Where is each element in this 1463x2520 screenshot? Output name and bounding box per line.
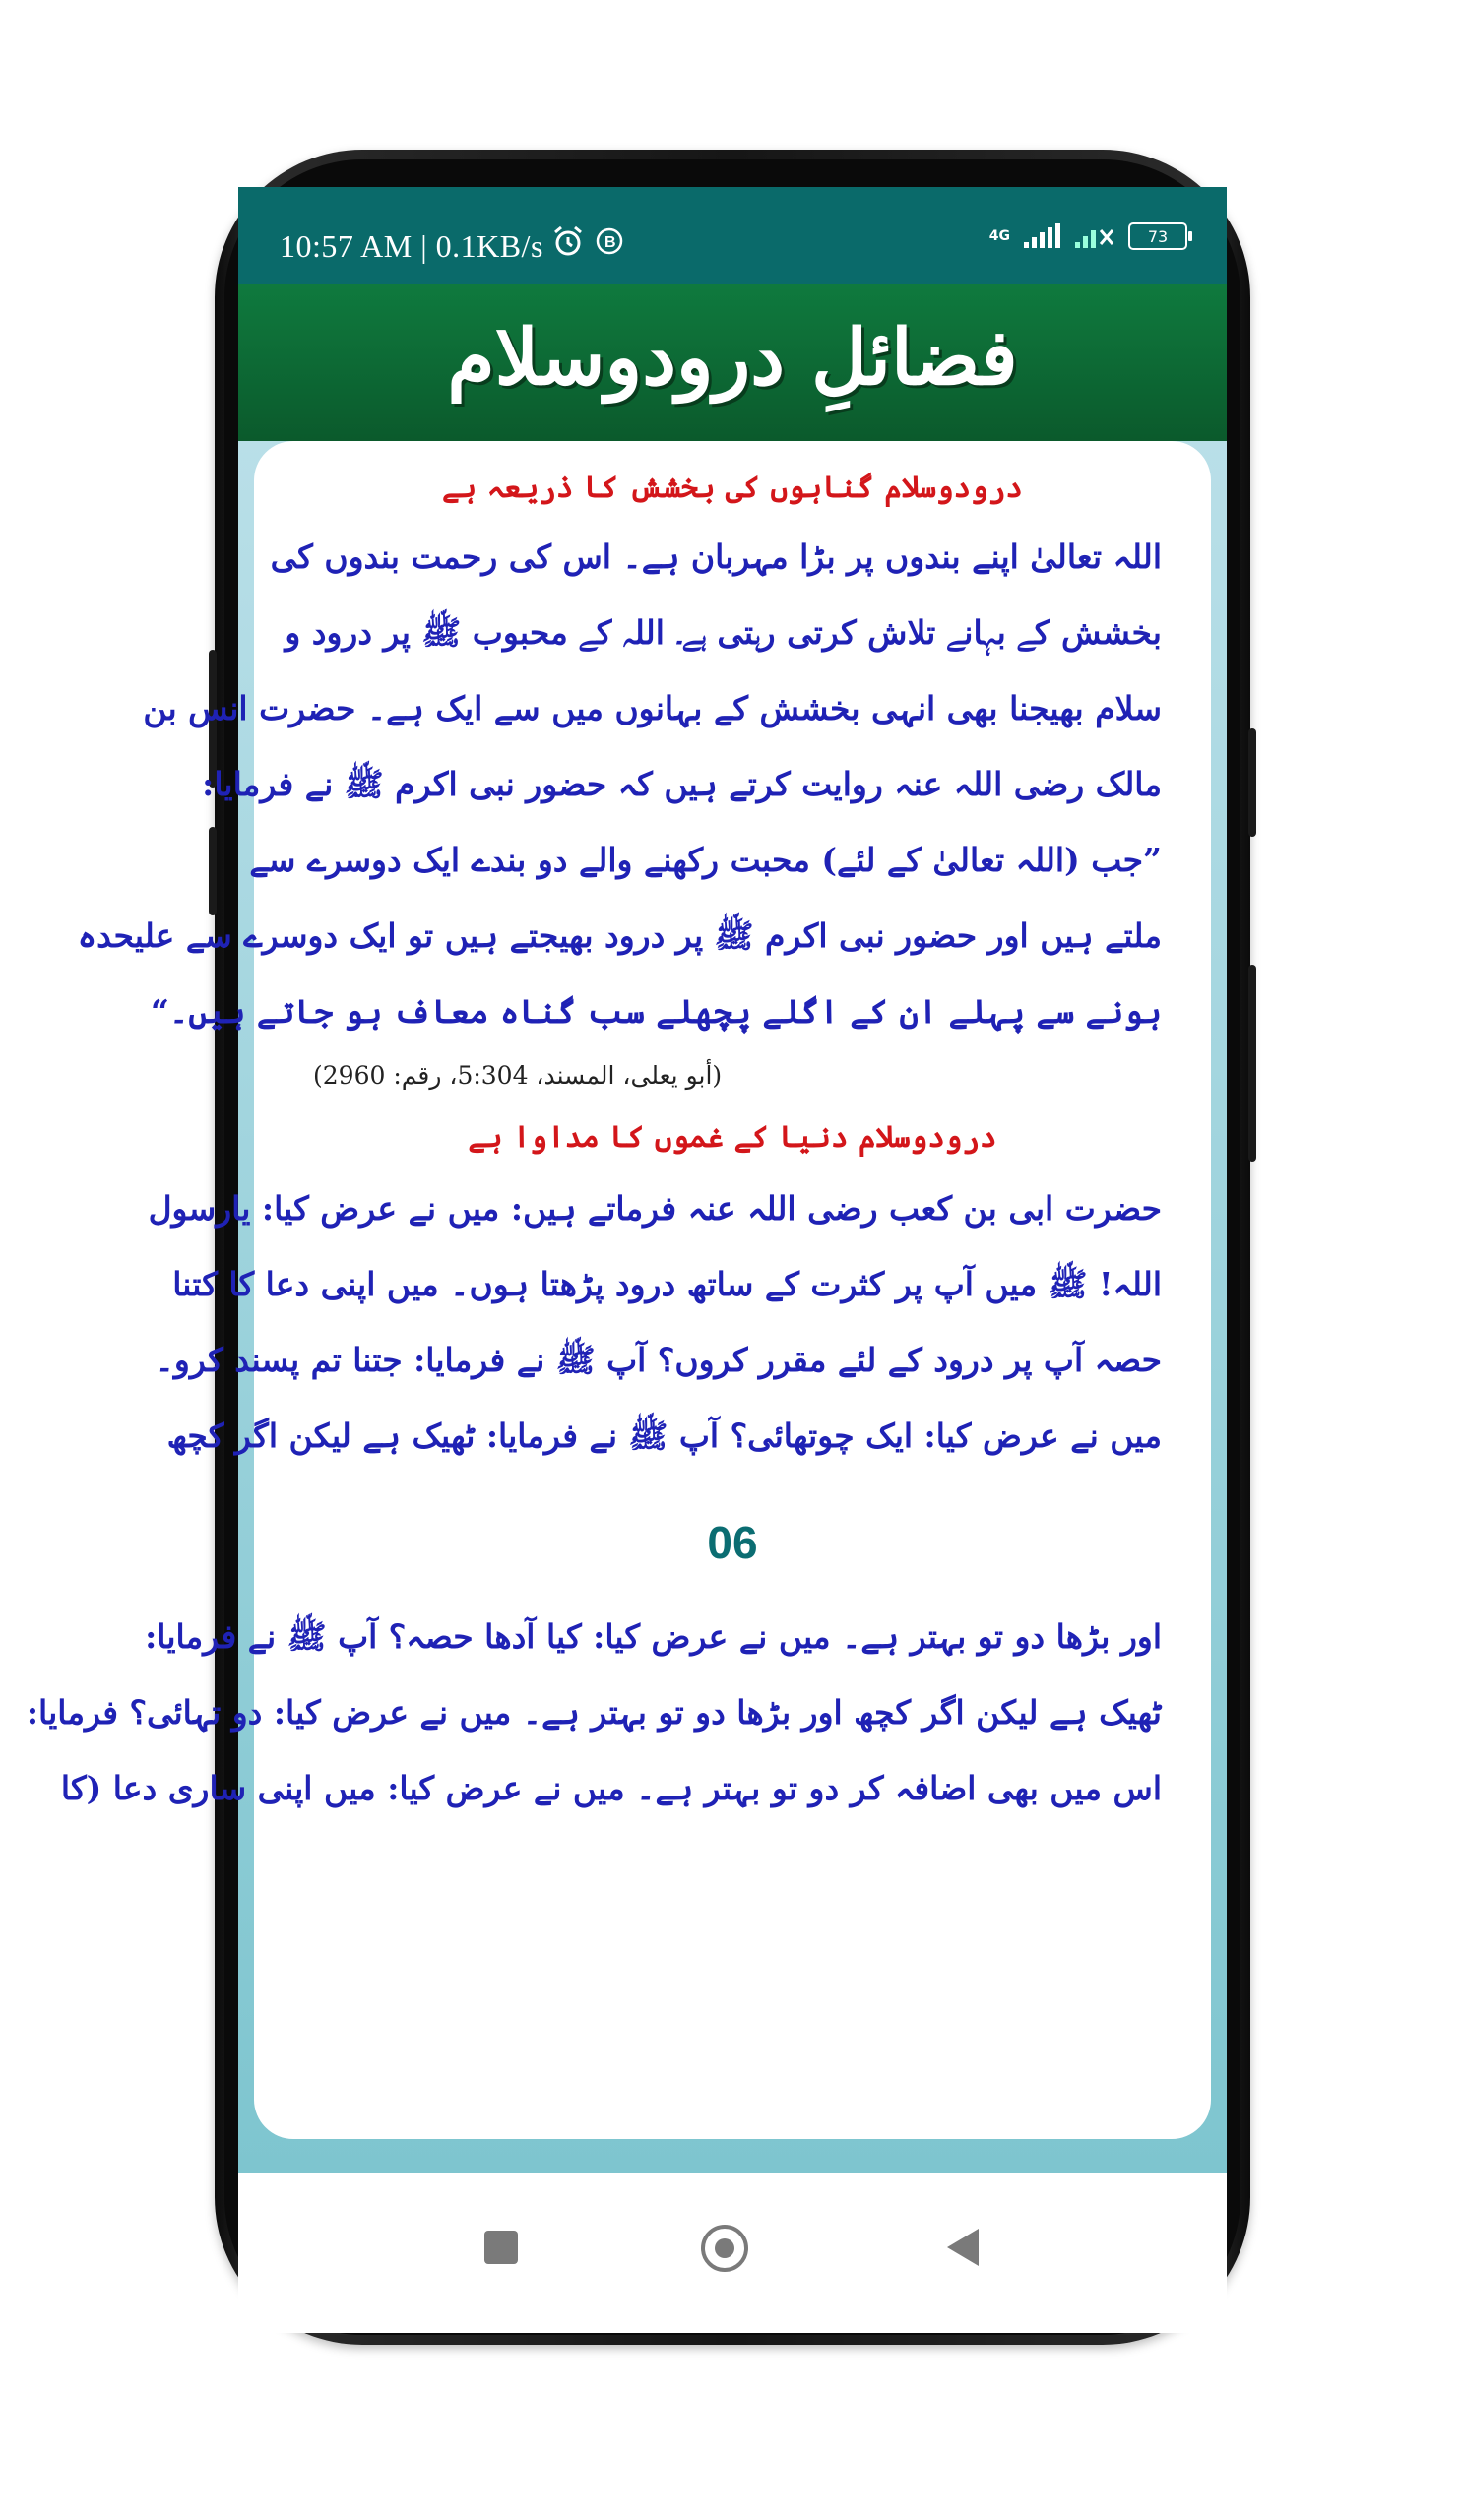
paragraph-line: بخشش کے بہانے تلاش کرتی رہتی ہے۔ اللہ کے محبوب ﷺ پر درود و <box>285 613 1162 652</box>
recents-square-icon[interactable] <box>484 2231 518 2264</box>
paragraph-line: ہونے سے پہلے ان کے اگلے پچھلے سب گناہ معاف ہو جاتے ہیں۔“ <box>151 992 1162 1031</box>
paragraph-line: اس میں بھی اضافہ کر دو تو بہتر ہے۔ میں نے عرض کیا: میں اپنی ساری دعا (کا <box>60 1769 1162 1807</box>
app-header <box>238 284 1227 441</box>
status-time: 10:57 AM | 0.1KB/s <box>280 228 543 264</box>
paragraph-line: اور بڑھا دو تو بہتر ہے۔ میں نے عرض کیا: کیا آدھا حصہ؟ آپ ﷺ نے فرمایا: <box>145 1617 1162 1656</box>
hadith-reference: (أبو يعلى، المسند، 5:304، رقم: 2960) <box>313 1061 723 1090</box>
paragraph-line: اللہ تعالیٰ اپنے بندوں پر بڑا مہربان ہے۔ اس کی رحمت بندوں کی <box>270 537 1162 576</box>
power-button <box>1248 728 1256 837</box>
back-triangle-icon[interactable] <box>947 2229 979 2266</box>
svg-text:B: B <box>604 234 616 251</box>
section-heading-1: درودوسلام گناہوں کی بخشش کا ذریعہ ہے <box>441 471 1023 505</box>
battery-icon <box>1128 222 1187 250</box>
paragraph-line: حضرت ابی بن کعب رضی اللہ عنہ فرماتے ہیں: میں نے عرض کیا: یارسول <box>148 1189 1162 1228</box>
paragraph-line: حصہ آپ پر درود کے لئے مقرر کروں؟ آپ ﷺ نے فرمایا: جتنا تم پسند کرو۔ <box>155 1341 1162 1379</box>
paragraph-line: سلام بھیجنا بھی انہی بخشش کے بہانوں میں سے ایک ہے۔ حضرت انس بن <box>143 689 1162 727</box>
signal-x-icon <box>1073 222 1116 250</box>
power-button-left <box>209 827 217 915</box>
paragraph-line: ”جب (اللہ تعالیٰ کے لئے) محبت رکھنے والے دو بندے ایک دوسرے سے <box>249 841 1162 879</box>
paragraph-line: اللہ! ﷺ میں آپ پر کثرت کے ساتھ درود پڑھتا ہوں۔ میں اپنی دعا کا کتنا <box>172 1265 1162 1303</box>
network-type: 4G <box>988 228 1010 244</box>
status-bar <box>238 187 1227 284</box>
volume-rocker <box>1248 965 1256 1162</box>
app-title: فضائلِ درودوسلام <box>447 313 1018 403</box>
battery-level: 73 <box>1147 226 1169 246</box>
phone-screen <box>26 187 1227 2333</box>
status-right-icons <box>989 222 1187 250</box>
paragraph-line: میں نے عرض کیا: ایک چوتھائی؟ آپ ﷺ نے فرمایا: ٹھیک ہے لیکن اگر کچھ <box>166 1417 1162 1455</box>
signal-icon <box>1022 222 1061 250</box>
paragraph-line: ٹھیک ہے لیکن اگر کچھ اور بڑھا دو تو بہتر ہے۔ میں نے عرض کیا: دو تہائی؟ فرمایا: <box>26 1693 1162 1732</box>
home-circle-icon[interactable] <box>701 2225 748 2272</box>
paragraph-line: ملتے ہیں اور حضور نبی اکرم ﷺ پر درود بھیجتے ہیں تو ایک دوسرے سے علیحدہ <box>77 916 1162 955</box>
b-badge-icon <box>595 226 624 256</box>
book-page[interactable] <box>26 441 1211 2139</box>
page-number: 06 <box>707 1517 758 1568</box>
status-left-icons <box>551 224 624 258</box>
system-nav-bar <box>238 2174 1227 2333</box>
section-heading-2: درودوسلام دنیا کے غموں کا مداوا ہے <box>468 1120 997 1155</box>
paragraph-line: مالک رضی اللہ عنہ روایت کرتے ہیں کہ حضور نبی اکرم ﷺ نے فرمایا: <box>202 765 1162 803</box>
alarm-icon <box>551 224 585 258</box>
